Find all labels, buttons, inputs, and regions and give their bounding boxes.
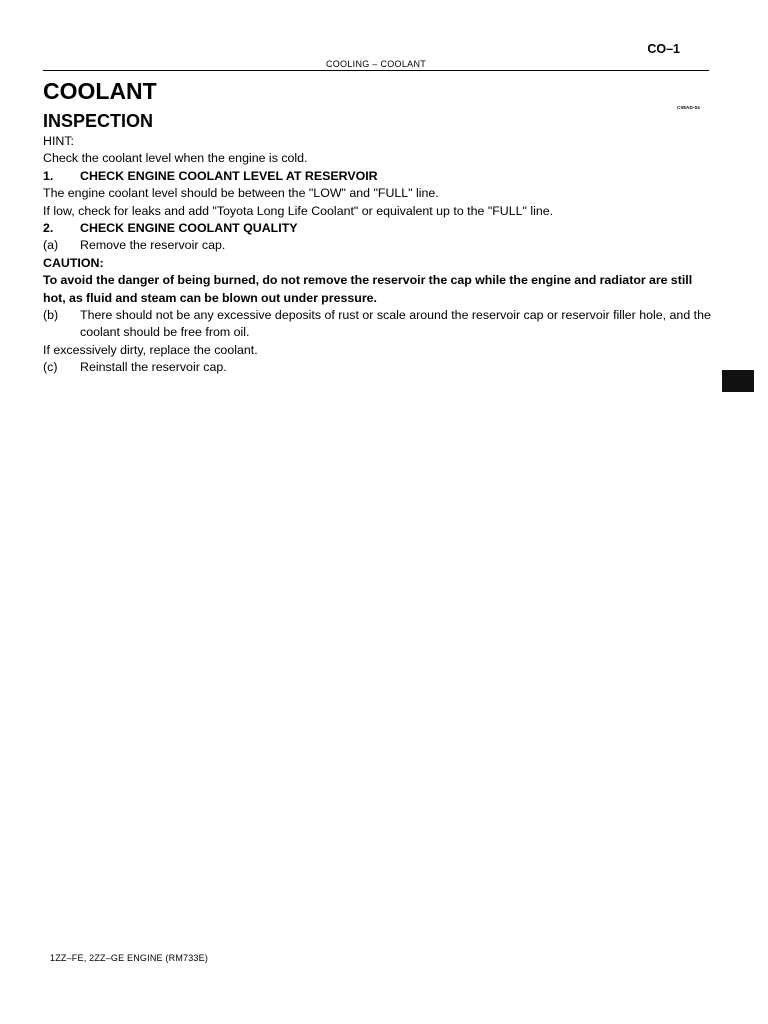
hint-label: HINT: <box>43 134 74 148</box>
step-2-number: 2. <box>43 221 54 236</box>
caution-text: To avoid the danger of being burned, do not remove the reservoir the cap while the engine and radiator are still hot, as fluid and steam can be blown out under pressure. <box>43 273 693 305</box>
substep-a <box>43 237 711 254</box>
subsection-title: INSPECTION <box>43 111 154 131</box>
side-tab-marker <box>722 370 754 392</box>
section-title: COOLANT <box>43 78 157 104</box>
substep-c-text: Reinstall the reservoir cap. <box>80 360 227 375</box>
substep-b <box>43 307 711 342</box>
substep-b-label: (b) <box>43 308 59 323</box>
content-body <box>43 133 711 377</box>
substep-b-text: There should not be any excessive deposits of rust or scale around the reservoir cap or reservoir filler hole, and the coolant should be free from oil. <box>80 308 711 340</box>
substep-c-label: (c) <box>43 360 58 375</box>
substep-a-text: Remove the reservoir cap. <box>80 238 226 253</box>
footer: 1ZZ–FE, 2ZZ–GE ENGINE (RM733E) <box>50 953 209 963</box>
hint-text: Check the coolant level when the engine is cold. <box>43 151 308 166</box>
step-1-line-2: If low, check for leaks and add "Toyota Long Life Coolant" or equivalent up to the "FULL" line. <box>43 203 554 218</box>
caution-label: CAUTION: <box>43 255 104 270</box>
substep-a-label: (a) <box>43 238 59 253</box>
step-1-title: CHECK ENGINE COOLANT LEVEL AT RESERVOIR <box>80 168 378 183</box>
step-2-title: CHECK ENGINE COOLANT QUALITY <box>80 221 298 236</box>
substep-c <box>43 359 711 376</box>
header-rule <box>43 70 709 71</box>
step-1-line-1: The engine coolant level should be between the "LOW" and "FULL" line. <box>43 186 439 201</box>
step-1-number: 1. <box>43 168 54 183</box>
dirty-note: If excessively dirty, replace the coolant. <box>43 342 258 357</box>
document-code: C08AD-04 <box>677 105 700 110</box>
step-1-heading <box>43 168 711 185</box>
step-2-heading <box>43 220 711 237</box>
running-head: COOLING – COOLANT <box>325 59 427 69</box>
page-number: CO–1 <box>647 42 680 56</box>
